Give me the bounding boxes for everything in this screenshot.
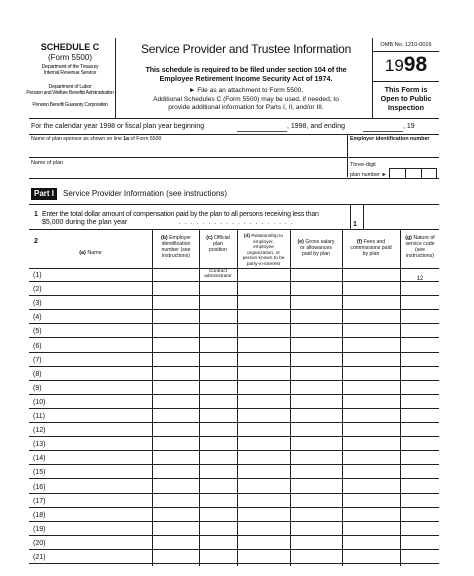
plan-name-field[interactable] xyxy=(31,166,345,176)
arrow-right-icon: ► xyxy=(188,87,198,94)
calendar-prefix: For the calendar year 1998 or fiscal plan year beginning xyxy=(31,123,205,130)
row-number: (5) xyxy=(33,328,42,336)
row-number: (13) xyxy=(33,441,46,449)
row-number: (6) xyxy=(33,342,42,350)
table-row[interactable] xyxy=(29,381,439,395)
col-f-line-1: Fees and xyxy=(363,239,386,245)
table-row[interactable] xyxy=(29,522,439,536)
dept-treasury: Department of the Treasury xyxy=(41,64,99,70)
tax-year-prefix: 19 xyxy=(384,56,404,75)
col-d-header xyxy=(238,234,289,267)
row-number: (16) xyxy=(33,483,46,491)
col-f-line-3: by plan xyxy=(362,251,380,257)
plan-bottom-rule xyxy=(29,178,439,179)
main-title: Service Provider and Trustee Information xyxy=(140,42,352,56)
row-number: (12) xyxy=(33,427,46,435)
col-d-letter: (d) xyxy=(243,234,251,239)
col-e-header xyxy=(291,239,341,257)
col-b-letter: (b) xyxy=(161,235,168,241)
ein-divider xyxy=(347,134,348,177)
row-number: (2) xyxy=(33,286,42,294)
contract-line-1: Contract xyxy=(208,269,228,274)
ein-field[interactable] xyxy=(349,143,437,157)
col-e-letter: (e) xyxy=(297,239,304,245)
table-row[interactable] xyxy=(29,423,439,437)
part1-badge: Part I xyxy=(31,188,57,200)
table-row[interactable] xyxy=(29,437,439,451)
row1-nature-code: 12 xyxy=(416,276,424,282)
plan-number-field[interactable] xyxy=(389,168,437,178)
col-d-line-6: party-in-interest xyxy=(246,261,281,267)
plan-number-label-2-text: plan number xyxy=(350,172,380,178)
col-d-line-5: person known to be xyxy=(242,256,285,261)
attach-note xyxy=(117,87,375,95)
tax-year-suffix: 98 xyxy=(403,53,428,76)
col-g-line-1: Nature of xyxy=(413,235,435,241)
col-a-header xyxy=(29,250,152,256)
col-g-line-4: instructions) xyxy=(406,253,434,259)
col-c-header xyxy=(200,235,236,253)
attach-note-text: File as an attachment to Form 5500. xyxy=(197,87,304,94)
table-row[interactable] xyxy=(29,353,439,367)
col-a-title: Name xyxy=(87,250,102,256)
line1-bottom-rule xyxy=(29,229,439,230)
col-b-line-2: identification xyxy=(161,241,191,247)
plan-sponsor-label-text: Name of plan sponsor as shown on line xyxy=(31,136,122,142)
col-b-line-3: number (see xyxy=(161,247,191,253)
required-line-2: Employee Retirement Income Security Act of 1974. xyxy=(159,74,333,83)
arrow-right-icon: ► xyxy=(381,172,387,178)
col-e-line-1: Gross salary xyxy=(305,239,335,245)
part1-title: Service Provider Information (see instructions) xyxy=(63,189,228,198)
col-g-letter: (g) xyxy=(405,235,412,241)
schedule-c-form xyxy=(26,38,439,566)
plan-sponsor-field[interactable] xyxy=(31,143,345,157)
year-underline xyxy=(373,81,439,82)
col-b-header xyxy=(154,235,198,259)
plan-number-sep-1 xyxy=(405,169,406,178)
table-row[interactable] xyxy=(29,282,439,296)
end-date-field[interactable] xyxy=(363,131,403,132)
table-row[interactable] xyxy=(29,409,439,423)
col-c-line-1: Official xyxy=(214,235,230,241)
col-c-line-2: plan xyxy=(213,241,223,247)
table-row[interactable] xyxy=(29,494,439,508)
tax-year xyxy=(373,52,439,78)
row-number: (14) xyxy=(33,455,46,463)
row-number: (3) xyxy=(33,300,42,308)
row-number: (20) xyxy=(33,539,46,547)
open-line-3: Inspection xyxy=(388,103,424,112)
col-b-line-1: Employer xyxy=(169,235,191,241)
table-row[interactable] xyxy=(29,550,439,564)
plan-number-label-1: Three-digit xyxy=(350,162,376,168)
begin-date-field[interactable] xyxy=(237,131,287,132)
row-number: (18) xyxy=(33,511,46,519)
part1-bottom-rule xyxy=(29,204,439,205)
sponsor-bottom-rule xyxy=(29,157,439,158)
col-b-line-4: instructions) xyxy=(162,253,190,259)
line1-text-2: $5,000 during the plan year xyxy=(42,219,128,226)
additional-line-2: provide additional information for Parts I, II, and/or III. xyxy=(168,104,324,111)
col-g-line-2: service code xyxy=(405,241,435,247)
col-c-letter: (c) xyxy=(206,235,213,241)
line1-box-right xyxy=(363,204,364,229)
line2-number: 2 xyxy=(34,238,38,245)
calendar-bottom-rule xyxy=(29,134,439,135)
table-row[interactable] xyxy=(29,268,439,282)
calendar-mid: , 1998, and ending xyxy=(287,123,345,130)
col-g-line-3: (see xyxy=(414,247,426,253)
calendar-suffix: , 19 xyxy=(403,123,415,130)
col-d-line-4: organization, or xyxy=(246,250,281,256)
row-number: (21) xyxy=(33,554,46,561)
line1-leader-dots: . . . . . . . . . . . . . . . . . . . . xyxy=(179,219,294,226)
table-row[interactable] xyxy=(29,296,439,310)
dept-labor: Department of Labor xyxy=(48,84,92,90)
table-row[interactable] xyxy=(29,480,439,494)
form-reference: (Form 5500) xyxy=(47,53,92,62)
line1-text-1: Enter the total dollar amount of compensation paid by the plan to all persons receiving less than xyxy=(42,211,319,218)
row-number: (7) xyxy=(33,356,42,364)
row-number: (15) xyxy=(33,469,46,477)
pbgc-label: Pension Benefit Guaranty Corporation xyxy=(32,102,108,108)
row-number: (19) xyxy=(33,525,46,533)
header-bottom-rule xyxy=(29,118,439,119)
contract-line-2: administrator xyxy=(204,274,232,279)
row-number: (17) xyxy=(33,497,46,505)
omb-number: OMB No. 1210-0016 xyxy=(380,42,432,48)
col-d-line-2: employer, xyxy=(253,239,274,245)
header-divider-left xyxy=(115,38,116,118)
plan-sponsor-line-ref: 1a xyxy=(123,136,130,142)
open-line-2: Open to Public xyxy=(380,94,432,103)
pwba-label: Pension and Welfare Benefits Administration xyxy=(26,90,114,96)
plan-number-sep-2 xyxy=(421,169,422,178)
table-row[interactable] xyxy=(29,367,439,381)
col-a-letter: (a) xyxy=(79,250,86,256)
col-e-line-2: or allowances xyxy=(300,245,332,251)
row-number: (11) xyxy=(33,413,45,420)
col-f-header xyxy=(343,239,399,257)
row-number: (8) xyxy=(33,370,42,378)
col-d-line-3: employee xyxy=(253,245,274,250)
table-row[interactable] xyxy=(29,508,439,522)
table-row[interactable] xyxy=(29,324,439,338)
row-rule xyxy=(29,563,439,564)
plan-sponsor-label-suffix: of Form 5500 xyxy=(130,136,162,142)
schedule-title: SCHEDULE C xyxy=(40,42,100,52)
line1-box-left xyxy=(350,204,351,229)
irs-label: Internal Revenue Service xyxy=(43,70,97,76)
row-number: (1) xyxy=(33,272,42,279)
plan-sponsor-label xyxy=(31,136,161,142)
row-number: (10) xyxy=(33,398,46,406)
col-f-line-2: commissions paid xyxy=(350,245,392,251)
col-g-header xyxy=(401,235,439,259)
line1-number: 1 xyxy=(34,211,38,218)
line1-box-number: 1 xyxy=(353,221,357,228)
table-row[interactable] xyxy=(29,536,439,550)
table-row[interactable] xyxy=(29,465,439,479)
col-e-line-3: paid by plan xyxy=(302,251,330,257)
col-d-line-1: Relationship to xyxy=(251,234,284,239)
table-row[interactable] xyxy=(29,395,439,409)
additional-line-1: Additional Schedules C (Form 5500) may be used, if needed, to xyxy=(153,96,339,103)
plan-name-label: Name of plan xyxy=(31,160,64,166)
row-number: (9) xyxy=(33,384,42,392)
col-f-letter: (f) xyxy=(356,239,363,245)
col-c-line-3: position xyxy=(209,247,227,253)
ein-label: Employer identification number xyxy=(350,136,430,142)
table-row[interactable] xyxy=(29,451,439,465)
row-number: (4) xyxy=(33,314,42,322)
table-row[interactable] xyxy=(29,310,439,324)
table-row[interactable] xyxy=(29,339,439,353)
line1-amount-field[interactable] xyxy=(365,208,437,228)
required-line-1: This schedule is required to be filed under section 104 of the xyxy=(145,65,347,74)
open-line-1: This Form is xyxy=(384,85,428,94)
